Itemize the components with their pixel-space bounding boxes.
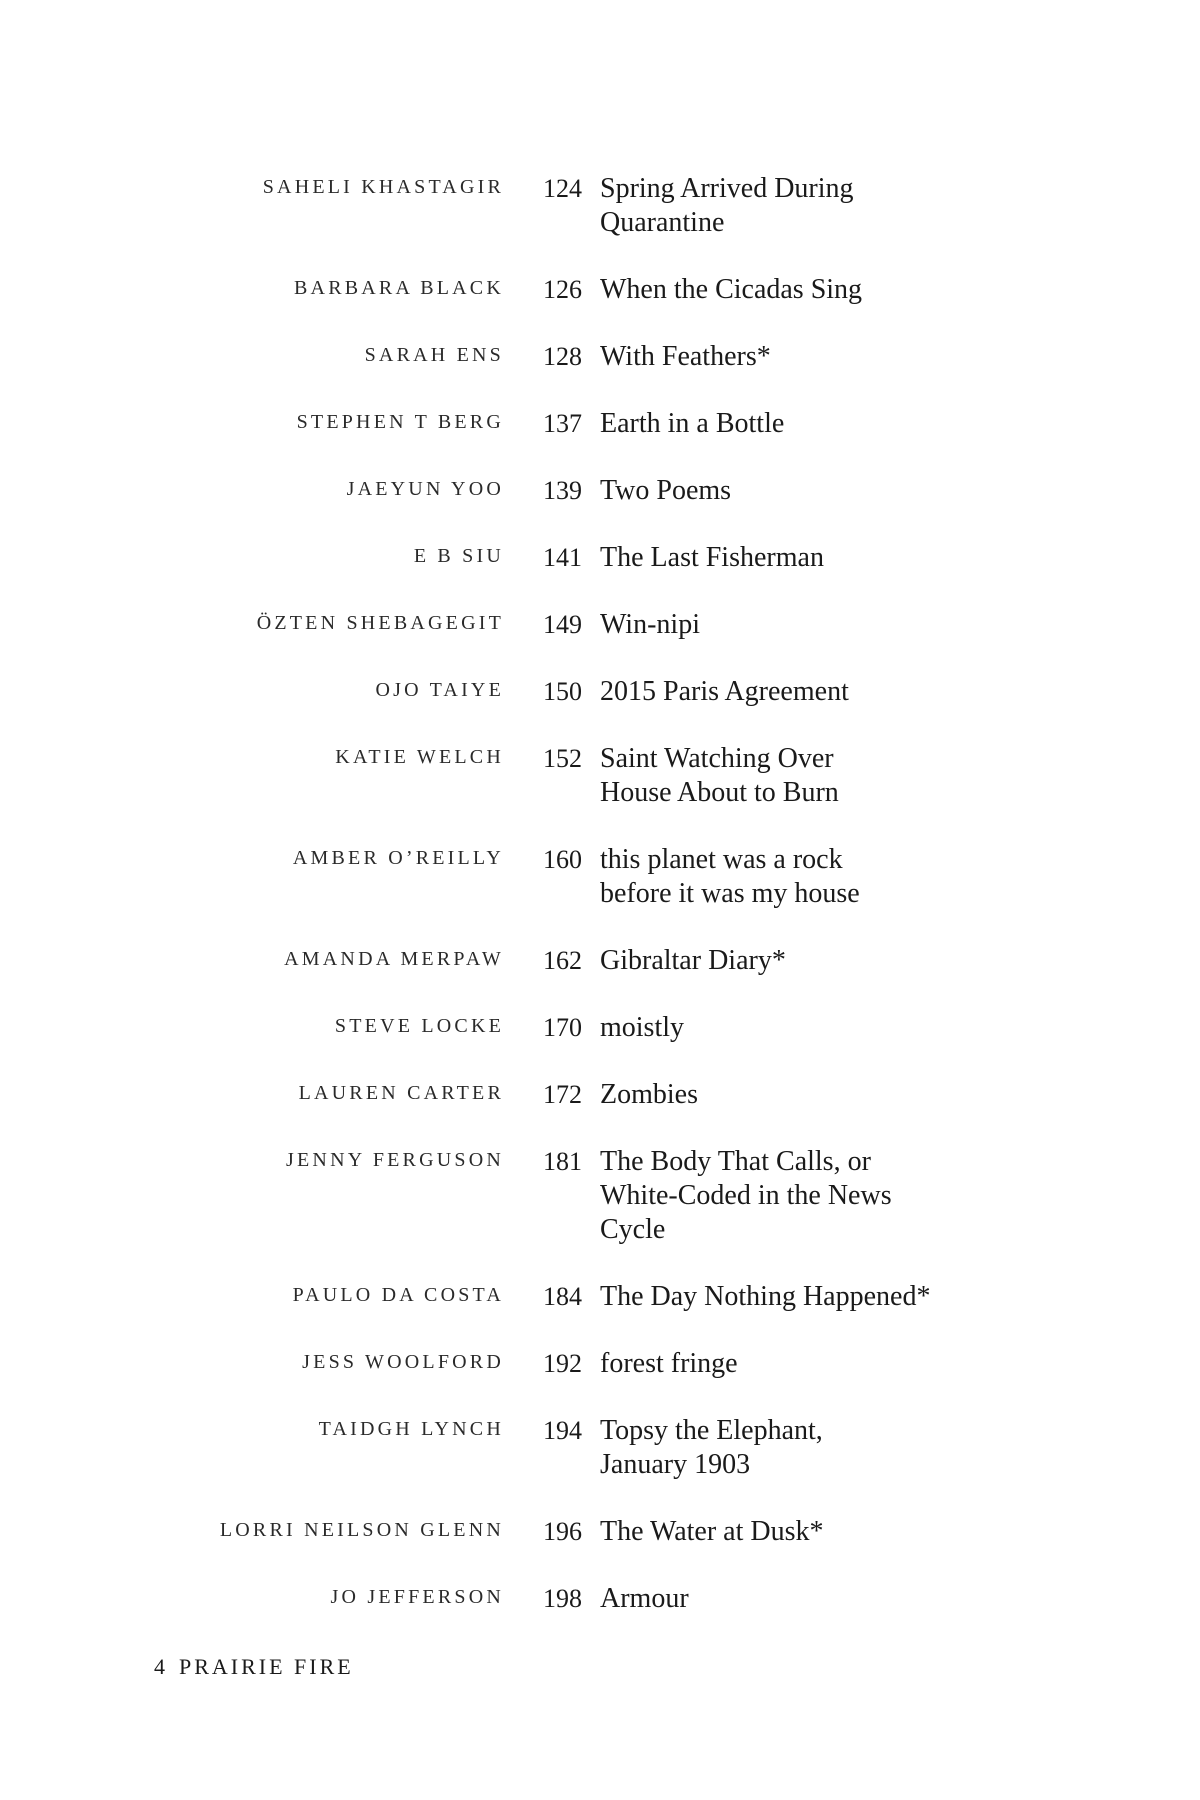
toc-title (600, 944, 1000, 978)
toc-page-number: 162 (543, 946, 582, 975)
toc-title-line: The Body That Calls, or (600, 1146, 871, 1177)
toc-entry (0, 273, 1200, 340)
toc-author: JESS WOOLFORD (302, 1351, 504, 1373)
toc-page-number: 126 (543, 275, 582, 304)
toc-page-number: 150 (543, 677, 582, 706)
toc-author: LAUREN CARTER (298, 1082, 504, 1104)
toc-author: OJO TAIYE (375, 679, 504, 701)
toc-page-number: 196 (543, 1517, 582, 1546)
toc-page-number: 149 (543, 610, 582, 639)
toc-page-number: 198 (543, 1584, 582, 1613)
toc-entry (0, 944, 1200, 1011)
toc-author: TAIDGH LYNCH (318, 1418, 504, 1440)
toc-title (600, 474, 1000, 508)
toc-entry (0, 407, 1200, 474)
toc-title (600, 675, 1000, 709)
toc-entry (0, 608, 1200, 675)
toc-author: PAULO DA COSTA (292, 1284, 504, 1306)
toc-title (600, 1078, 1000, 1112)
toc-title (600, 1145, 1000, 1247)
toc-page-number: 160 (543, 845, 582, 874)
toc-title (600, 1280, 1000, 1314)
page-footer (154, 1654, 354, 1680)
toc-entry (0, 1414, 1200, 1515)
toc-author: BARBARA BLACK (294, 277, 504, 299)
journal-name: PRAIRIE FIRE (179, 1654, 354, 1679)
toc-author: SAHELI KHASTAGIR (262, 176, 504, 198)
toc-entry (0, 1011, 1200, 1078)
toc-page-number: 152 (543, 744, 582, 773)
toc-title-line: House About to Burn (600, 777, 839, 808)
toc-title (600, 541, 1000, 575)
toc-title-line: Gibraltar Diary* (600, 945, 786, 976)
toc-author: KATIE WELCH (335, 746, 504, 768)
toc-entry (0, 1582, 1200, 1649)
toc-title-line: The Last Fisherman (600, 542, 824, 573)
toc-author: E B SIU (413, 545, 504, 567)
toc-page-number: 137 (543, 409, 582, 438)
toc-entry (0, 1515, 1200, 1582)
toc-title-line: Win-nipi (600, 609, 700, 640)
toc-page-number: 172 (543, 1080, 582, 1109)
toc-entry (0, 541, 1200, 608)
toc-title (600, 273, 1000, 307)
toc-entry (0, 1078, 1200, 1145)
toc-page-number: 170 (543, 1013, 582, 1042)
toc-title (600, 1347, 1000, 1381)
toc-page-number: 184 (543, 1282, 582, 1311)
toc-title-line: Spring Arrived During (600, 173, 854, 204)
toc-author: AMBER O’REILLY (292, 847, 504, 869)
toc-title (600, 340, 1000, 374)
toc-title-line: forest fringe (600, 1348, 738, 1379)
toc-title-line: With Feathers* (600, 341, 771, 372)
toc-author: JENNY FERGUSON (286, 1149, 504, 1171)
toc-page-number: 128 (543, 342, 582, 371)
toc-title-line: Topsy the Elephant, (600, 1415, 823, 1446)
toc-author: ÖZTEN SHEBAGEGIT (256, 612, 504, 634)
toc-author: STEPHEN T BERG (296, 411, 504, 433)
toc-entry (0, 1347, 1200, 1414)
toc-page-number: 124 (543, 174, 582, 203)
toc-title-line: The Day Nothing Happened* (600, 1281, 931, 1312)
toc-entry (0, 172, 1200, 273)
page-number: 4 (154, 1654, 165, 1679)
toc-title-line: The Water at Dusk* (600, 1516, 824, 1547)
toc-title-line: Saint Watching Over (600, 743, 834, 774)
toc-title-line: January 1903 (600, 1449, 751, 1480)
toc-entry (0, 1145, 1200, 1280)
toc-entry (0, 843, 1200, 944)
toc-title (600, 843, 1000, 911)
toc-title (600, 1515, 1000, 1549)
toc-author: JAEYUN YOO (346, 478, 504, 500)
toc-title-line: moistly (600, 1012, 685, 1043)
toc-title (600, 172, 1000, 240)
toc-title (600, 742, 1000, 810)
toc-title (600, 407, 1000, 441)
toc-title-line: When the Cicadas Sing (600, 274, 863, 305)
toc-author: STEVE LOCKE (334, 1015, 504, 1037)
toc-author: AMANDA MERPAW (284, 948, 504, 970)
toc-entry (0, 340, 1200, 407)
toc-entry (0, 474, 1200, 541)
toc-title-line: 2015 Paris Agreement (600, 676, 849, 707)
toc-page-number: 194 (543, 1416, 582, 1445)
toc-title-line: Quarantine (600, 207, 725, 238)
toc-title-line: this planet was a rock (600, 844, 843, 875)
toc-page-number: 141 (543, 543, 582, 572)
toc-title-line: Cycle (600, 1214, 666, 1245)
toc-page-number: 181 (543, 1147, 582, 1176)
toc-title-line: Armour (600, 1583, 689, 1614)
toc-title (600, 1011, 1000, 1045)
toc-author: SARAH ENS (364, 344, 504, 366)
toc-entry (0, 1280, 1200, 1347)
toc-title-line: Earth in a Bottle (600, 408, 785, 439)
toc-entry (0, 742, 1200, 843)
toc-title (600, 1414, 1000, 1482)
toc-title-line: before it was my house (600, 878, 860, 909)
toc-page-number: 139 (543, 476, 582, 505)
toc-title-line: Zombies (600, 1079, 698, 1110)
toc-page-number: 192 (543, 1349, 582, 1378)
toc-author: LORRI NEILSON GLENN (219, 1519, 504, 1541)
toc-title-line: White-Coded in the News (600, 1180, 892, 1211)
toc-entry (0, 675, 1200, 742)
toc-title (600, 1582, 1000, 1616)
toc-title (600, 608, 1000, 642)
toc-title-line: Two Poems (600, 475, 732, 506)
table-of-contents (0, 172, 1200, 1649)
toc-author: JO JEFFERSON (330, 1586, 504, 1608)
